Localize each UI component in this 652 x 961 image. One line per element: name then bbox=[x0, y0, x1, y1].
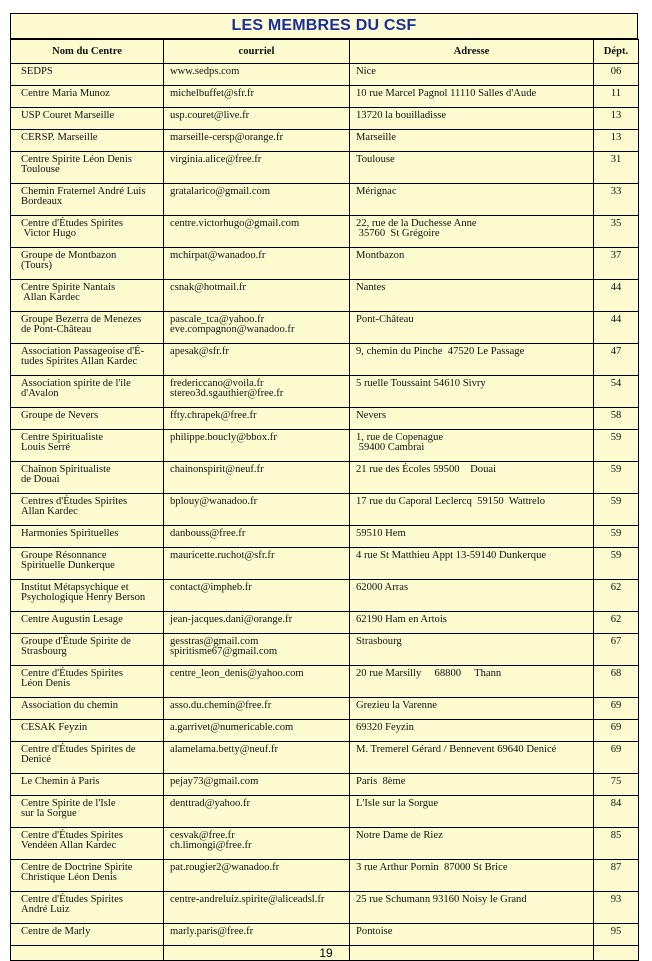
address-cell bbox=[350, 184, 594, 216]
address-cell bbox=[350, 130, 594, 152]
centre-name-cell-line: Centre Spiritualiste bbox=[21, 432, 104, 443]
address-cell-line: L'Isle sur la Sorgue bbox=[356, 798, 439, 809]
centre-name-cell-line: Spirituelle Dunkerque bbox=[21, 560, 115, 571]
centre-name-cell-line: Chemin Fraternel André Luis bbox=[21, 186, 146, 197]
email-cell bbox=[164, 526, 350, 548]
email-cell bbox=[164, 494, 350, 526]
centre-name-cell-line: Centre d'Études Spirites bbox=[21, 668, 123, 679]
centre-name-cell-line: Groupe de Nevers bbox=[21, 410, 99, 421]
centre-name-cell bbox=[11, 86, 164, 108]
email-cell-line: asso.du.chemin@free.fr bbox=[170, 700, 272, 711]
address-cell bbox=[350, 344, 594, 376]
email-cell-line: pejay73@gmail.com bbox=[170, 776, 259, 787]
address-cell bbox=[350, 742, 594, 774]
email-cell-line: centre-andreluiz.spirite@aliceadsl.fr bbox=[170, 894, 325, 905]
table-row bbox=[11, 280, 639, 312]
centre-name-cell bbox=[11, 64, 164, 86]
dept-cell: 67 bbox=[594, 634, 639, 666]
centre-name-cell-line: Vendéen Allan Kardec bbox=[21, 840, 117, 851]
centre-name-cell-line: Institut Métapsychique et bbox=[21, 582, 129, 593]
centre-name-cell-line: Association spirite de l'ile bbox=[21, 378, 131, 389]
email-cell bbox=[164, 924, 350, 946]
dept-cell: 47 bbox=[594, 344, 639, 376]
page-title: LES MEMBRES DU CSF bbox=[10, 13, 638, 39]
email-cell-line: jean-jacques.dani@orange.fr bbox=[170, 614, 293, 625]
address-cell bbox=[350, 280, 594, 312]
email-cell-line: danbouss@free.fr bbox=[170, 528, 246, 539]
dept-cell: 13 bbox=[594, 108, 639, 130]
centre-name-cell-line: Victor Hugo bbox=[21, 228, 77, 239]
centre-name-cell-line: Allan Kardec bbox=[21, 292, 80, 303]
address-cell-line: 62190 Ham en Artois bbox=[356, 614, 447, 625]
centre-name-cell-line: Denicé bbox=[21, 754, 51, 765]
table-row bbox=[11, 408, 639, 430]
address-cell bbox=[350, 720, 594, 742]
address-cell bbox=[350, 462, 594, 494]
centre-name-cell-line: Groupe d'Étude Spirite de bbox=[21, 636, 131, 647]
centre-name-cell bbox=[11, 720, 164, 742]
centre-name-cell bbox=[11, 892, 164, 924]
address-cell-line: Mérignac bbox=[356, 186, 397, 197]
dept-cell: 37 bbox=[594, 248, 639, 280]
centre-name-cell-line: Centre de Doctrine Spirite bbox=[21, 862, 133, 873]
email-cell-line: www.sedps.com bbox=[170, 66, 240, 77]
email-cell-line: ch.limongi@free.fr bbox=[170, 840, 252, 851]
column-header-email: courriel bbox=[164, 40, 350, 64]
dept-cell: 62 bbox=[594, 580, 639, 612]
address-cell bbox=[350, 526, 594, 548]
centre-name-cell-line: Centre Augustin Lesage bbox=[21, 614, 123, 625]
email-cell-line: usp.couret@live.fr bbox=[170, 110, 250, 121]
address-cell-line: 20 rue Marsilly 68800 Thann bbox=[356, 668, 502, 679]
dept-cell: 59 bbox=[594, 462, 639, 494]
address-cell bbox=[350, 494, 594, 526]
centre-name-cell-line: Bordeaux bbox=[21, 196, 63, 207]
email-cell bbox=[164, 130, 350, 152]
address-cell bbox=[350, 152, 594, 184]
table-row bbox=[11, 64, 639, 86]
centre-name-cell bbox=[11, 344, 164, 376]
table-row bbox=[11, 108, 639, 130]
address-cell-line: Notre Dame de Riez bbox=[356, 830, 443, 841]
table-row bbox=[11, 796, 639, 828]
email-cell bbox=[164, 64, 350, 86]
dept-cell: 59 bbox=[594, 526, 639, 548]
table-row bbox=[11, 720, 639, 742]
centre-name-cell-line: Léon Denis bbox=[21, 678, 71, 689]
centre-name-cell-line: André Luiz bbox=[21, 904, 70, 915]
table-row bbox=[11, 612, 639, 634]
email-cell-line: eve.compagnon@wanadoo.fr bbox=[170, 324, 295, 335]
address-cell-line: Nevers bbox=[356, 410, 387, 421]
address-cell bbox=[350, 698, 594, 720]
centre-name-cell bbox=[11, 152, 164, 184]
centre-name-cell-line: Centres d'Études Spirites bbox=[21, 496, 128, 507]
dept-cell: 87 bbox=[594, 860, 639, 892]
email-cell-line: contact@impheb.fr bbox=[170, 582, 252, 593]
address-cell bbox=[350, 216, 594, 248]
table-header-row bbox=[11, 40, 639, 64]
address-cell-line: Marseille bbox=[356, 132, 397, 143]
email-cell-line: marseille-cersp@orange.fr bbox=[170, 132, 283, 143]
email-cell bbox=[164, 376, 350, 408]
table-row bbox=[11, 526, 639, 548]
email-cell-line: ffty.chrapek@free.fr bbox=[170, 410, 257, 421]
centre-name-cell bbox=[11, 216, 164, 248]
email-cell-line: virginia.alice@free.fr bbox=[170, 154, 262, 165]
email-cell bbox=[164, 698, 350, 720]
table-row bbox=[11, 860, 639, 892]
table-row bbox=[11, 312, 639, 344]
email-cell-line: centre.victorhugo@gmail.com bbox=[170, 218, 300, 229]
centre-name-cell-line: Centre d'Études Spirites bbox=[21, 894, 123, 905]
centre-name-cell-line: Association du chemin bbox=[21, 700, 119, 711]
centre-name-cell-line: Centre d'Études Spirites bbox=[21, 830, 123, 841]
dept-cell: 59 bbox=[594, 430, 639, 462]
address-cell bbox=[350, 64, 594, 86]
centre-name-cell bbox=[11, 408, 164, 430]
address-cell-line: 3 rue Arthur Pornin 87000 St Brice bbox=[356, 862, 508, 873]
centre-name-cell bbox=[11, 828, 164, 860]
email-cell bbox=[164, 248, 350, 280]
dept-cell: 75 bbox=[594, 774, 639, 796]
email-cell bbox=[164, 344, 350, 376]
table-row bbox=[11, 184, 639, 216]
centre-name-cell-line: Chaînon Spiritualiste bbox=[21, 464, 111, 475]
centre-name-cell bbox=[11, 580, 164, 612]
email-cell-line: fredericcano@voila.fr bbox=[170, 378, 264, 389]
address-cell-line: Nice bbox=[356, 66, 376, 77]
email-cell-line: pat.rougier2@wanadoo.fr bbox=[170, 862, 280, 873]
centre-name-cell-line: de Douai bbox=[21, 474, 60, 485]
dept-cell: 13 bbox=[594, 130, 639, 152]
email-cell-line: pascale_tca@yahoo.fr bbox=[170, 314, 265, 325]
centre-name-cell-line: CESAK Feyzin bbox=[21, 722, 88, 733]
dept-cell: 59 bbox=[594, 548, 639, 580]
dept-cell: 84 bbox=[594, 796, 639, 828]
dept-cell: 58 bbox=[594, 408, 639, 430]
column-header-name: Nom du Centre bbox=[11, 40, 164, 64]
centre-name-cell-line: Le Chemin à Paris bbox=[21, 776, 100, 787]
centre-name-cell-line: Toulouse bbox=[21, 164, 60, 175]
centre-name-cell bbox=[11, 698, 164, 720]
centre-name-cell-line: Centre d'Études Spirites de bbox=[21, 744, 136, 755]
centre-name-cell-line: Centre Spirite de l'Isle bbox=[21, 798, 116, 809]
centre-name-cell-line: tudes Spirites Allan Kardec bbox=[21, 356, 138, 367]
email-cell bbox=[164, 86, 350, 108]
dept-cell: 31 bbox=[594, 152, 639, 184]
address-cell bbox=[350, 580, 594, 612]
email-cell-line: denttrad@yahoo.fr bbox=[170, 798, 251, 809]
centre-name-cell bbox=[11, 860, 164, 892]
address-cell-line: Grezieu la Varenne bbox=[356, 700, 437, 711]
centre-name-cell-line: Centre Maria Munoz bbox=[21, 88, 110, 99]
address-cell-line: 1, rue de Copenague bbox=[356, 432, 444, 443]
centre-name-cell-line: Groupe de Montbazon bbox=[21, 250, 117, 261]
centre-name-cell bbox=[11, 526, 164, 548]
address-cell-line: Pont-Château bbox=[356, 314, 414, 325]
email-cell-line: mauricette.ruchot@sfr.fr bbox=[170, 550, 275, 561]
dept-cell: 69 bbox=[594, 698, 639, 720]
centre-name-cell-line: Centre d'Études Spirites bbox=[21, 218, 123, 229]
centre-name-cell-line: USP Couret Marseille bbox=[21, 110, 115, 121]
address-cell-line: Paris 8ème bbox=[356, 776, 406, 787]
centre-name-cell-line: (Tours) bbox=[21, 260, 53, 271]
centre-name-cell-line: Christique Léon Denis bbox=[21, 872, 117, 883]
address-cell bbox=[350, 376, 594, 408]
centre-name-cell bbox=[11, 280, 164, 312]
dept-cell: 69 bbox=[594, 720, 639, 742]
address-cell-line: 59400 Cambrai bbox=[356, 442, 425, 453]
email-cell bbox=[164, 796, 350, 828]
table-row bbox=[11, 152, 639, 184]
members-table bbox=[10, 39, 639, 961]
dept-cell: 44 bbox=[594, 312, 639, 344]
address-cell-line: 5 ruelle Toussaint 54610 Sivry bbox=[356, 378, 486, 389]
address-cell bbox=[350, 86, 594, 108]
centre-name-cell bbox=[11, 924, 164, 946]
table-row bbox=[11, 462, 639, 494]
email-cell-line: spiritisme67@gmail.com bbox=[170, 646, 278, 657]
centre-name-cell bbox=[11, 312, 164, 344]
centre-name-cell bbox=[11, 184, 164, 216]
email-cell bbox=[164, 280, 350, 312]
address-cell bbox=[350, 774, 594, 796]
centre-name-cell bbox=[11, 796, 164, 828]
email-cell-line: philippe.boucly@bbox.fr bbox=[170, 432, 277, 443]
dept-cell: 54 bbox=[594, 376, 639, 408]
address-cell bbox=[350, 666, 594, 698]
table-row bbox=[11, 892, 639, 924]
dept-cell: 44 bbox=[594, 280, 639, 312]
centre-name-cell bbox=[11, 248, 164, 280]
dept-cell: 62 bbox=[594, 612, 639, 634]
address-cell bbox=[350, 548, 594, 580]
table-row bbox=[11, 698, 639, 720]
centre-name-cell bbox=[11, 376, 164, 408]
email-cell-line: stereo3d.sgauthier@free.fr bbox=[170, 388, 284, 399]
address-cell-line: Nantes bbox=[356, 282, 386, 293]
dept-cell: 59 bbox=[594, 494, 639, 526]
email-cell-line: csnak@hotmail.fr bbox=[170, 282, 246, 293]
email-cell-line: bplouy@wanadoo.fr bbox=[170, 496, 258, 507]
centre-name-cell-line: de Pont-Château bbox=[21, 324, 92, 335]
dept-cell: 69 bbox=[594, 742, 639, 774]
address-cell-line: 35760 St Grégoire bbox=[356, 228, 440, 239]
email-cell bbox=[164, 408, 350, 430]
email-cell-line: gratalarico@gmail.com bbox=[170, 186, 271, 197]
dept-cell: 33 bbox=[594, 184, 639, 216]
email-cell bbox=[164, 720, 350, 742]
table-row bbox=[11, 774, 639, 796]
address-cell-line: M. Tremerel Gérard / Bennevent 69640 Denicé bbox=[356, 744, 557, 755]
address-cell bbox=[350, 924, 594, 946]
email-cell bbox=[164, 860, 350, 892]
address-cell-line: 59510 Hem bbox=[356, 528, 406, 539]
dept-cell: 85 bbox=[594, 828, 639, 860]
centre-name-cell-line: d'Avalon bbox=[21, 388, 59, 399]
address-cell bbox=[350, 634, 594, 666]
address-cell-line: 21 rue des Écoles 59500 Douai bbox=[356, 464, 497, 475]
address-cell-line: 4 rue St Matthieu Appt 13-59140 Dunkerque bbox=[356, 550, 547, 561]
column-header-address: Adresse bbox=[350, 40, 594, 64]
address-cell-line: Montbazon bbox=[356, 250, 405, 261]
centre-name-cell-line: Association Passageoise d'É- bbox=[21, 346, 145, 357]
centre-name-cell bbox=[11, 494, 164, 526]
address-cell-line: 69320 Feyzin bbox=[356, 722, 414, 733]
email-cell bbox=[164, 580, 350, 612]
address-cell-line: 10 rue Marcel Pagnol 11110 Salles d'Aude bbox=[356, 88, 537, 99]
table-row bbox=[11, 828, 639, 860]
table-row bbox=[11, 344, 639, 376]
table-row bbox=[11, 130, 639, 152]
email-cell bbox=[164, 612, 350, 634]
email-cell bbox=[164, 892, 350, 924]
address-cell bbox=[350, 108, 594, 130]
email-cell bbox=[164, 742, 350, 774]
address-cell-line: Toulouse bbox=[356, 154, 395, 165]
centre-name-cell bbox=[11, 462, 164, 494]
centre-name-cell bbox=[11, 634, 164, 666]
address-cell bbox=[350, 892, 594, 924]
address-cell-line: 62000 Arras bbox=[356, 582, 409, 593]
table-row bbox=[11, 924, 639, 946]
centre-name-cell-line: sur la Sorgue bbox=[21, 808, 77, 819]
email-cell bbox=[164, 430, 350, 462]
email-cell bbox=[164, 312, 350, 344]
centre-name-cell bbox=[11, 774, 164, 796]
table-row bbox=[11, 666, 639, 698]
email-cell bbox=[164, 634, 350, 666]
centre-name-cell bbox=[11, 108, 164, 130]
table-row bbox=[11, 248, 639, 280]
email-cell bbox=[164, 548, 350, 580]
address-cell bbox=[350, 312, 594, 344]
dept-cell: 95 bbox=[594, 924, 639, 946]
email-cell bbox=[164, 152, 350, 184]
address-cell-line: 25 rue Schumann 93160 Noisy le Grand bbox=[356, 894, 527, 905]
email-cell bbox=[164, 184, 350, 216]
email-cell bbox=[164, 828, 350, 860]
email-cell-line: a.garrivet@numericable.com bbox=[170, 722, 294, 733]
address-cell bbox=[350, 860, 594, 892]
table-row bbox=[11, 86, 639, 108]
address-cell bbox=[350, 408, 594, 430]
address-cell-line: 13720 la bouilladisse bbox=[356, 110, 447, 121]
centre-name-cell-line: Harmonies Spirituelles bbox=[21, 528, 119, 539]
table-row bbox=[11, 494, 639, 526]
address-cell bbox=[350, 828, 594, 860]
column-header-dept: Dépt. bbox=[594, 40, 639, 64]
centre-name-cell-line: Psychologique Henry Berson bbox=[21, 592, 146, 603]
dept-cell: 93 bbox=[594, 892, 639, 924]
address-cell-line: Strasbourg bbox=[356, 636, 402, 647]
email-cell-line: marly.paris@free.fr bbox=[170, 926, 254, 937]
centre-name-cell bbox=[11, 742, 164, 774]
centre-name-cell-line: SEDPS bbox=[21, 66, 53, 77]
email-cell-line: centre_leon_denis@yahoo.com bbox=[170, 668, 304, 679]
centre-name-cell-line: Centre de Marly bbox=[21, 926, 91, 937]
dept-cell: 06 bbox=[594, 64, 639, 86]
address-cell-line: 17 rue du Caporal Leclercq 59150 Wattrelo bbox=[356, 496, 545, 507]
address-cell bbox=[350, 430, 594, 462]
email-cell-line: gesstras@gmail.com bbox=[170, 636, 259, 647]
address-cell bbox=[350, 612, 594, 634]
email-cell bbox=[164, 216, 350, 248]
dept-cell: 35 bbox=[594, 216, 639, 248]
address-cell bbox=[350, 796, 594, 828]
email-cell bbox=[164, 774, 350, 796]
table-row bbox=[11, 634, 639, 666]
address-cell-line: 22, rue de la Duchesse Anne bbox=[356, 218, 477, 229]
centre-name-cell bbox=[11, 666, 164, 698]
email-cell-line: cesvak@free.fr bbox=[170, 830, 235, 841]
centre-name-cell bbox=[11, 130, 164, 152]
centre-name-cell-line: Allan Kardec bbox=[21, 506, 78, 517]
table-row bbox=[11, 742, 639, 774]
centre-name-cell bbox=[11, 430, 164, 462]
table-row bbox=[11, 216, 639, 248]
email-cell-line: mchirpat@wanadoo.fr bbox=[170, 250, 266, 261]
email-cell bbox=[164, 108, 350, 130]
centre-name-cell bbox=[11, 612, 164, 634]
table-row bbox=[11, 430, 639, 462]
page-number: 19 bbox=[319, 946, 333, 960]
centre-name-cell-line: Centre Spirite Léon Denis bbox=[21, 154, 132, 165]
email-cell-line: apesak@sfr.fr bbox=[170, 346, 229, 357]
centre-name-cell bbox=[11, 548, 164, 580]
address-cell-line: 9, chemin du Pinche 47520 Le Passage bbox=[356, 346, 525, 357]
centre-name-cell-line: Centre Spirite Nantais bbox=[21, 282, 116, 293]
address-cell bbox=[350, 248, 594, 280]
email-cell bbox=[164, 462, 350, 494]
table-row bbox=[11, 548, 639, 580]
centre-name-cell-line: Groupe Bezerra de Menezes bbox=[21, 314, 142, 325]
centre-name-cell-line: Groupe Résonnance bbox=[21, 550, 107, 561]
email-cell bbox=[164, 666, 350, 698]
email-cell-line: chainonspirit@neuf.fr bbox=[170, 464, 264, 475]
centre-name-cell-line: Louis Serré bbox=[21, 442, 71, 453]
table-row bbox=[11, 580, 639, 612]
dept-cell: 68 bbox=[594, 666, 639, 698]
email-cell-line: alamelama.betty@neuf.fr bbox=[170, 744, 278, 755]
address-cell-line: Pontoise bbox=[356, 926, 393, 937]
centre-name-cell-line: CERSP. Marseille bbox=[21, 132, 98, 143]
table-row bbox=[11, 376, 639, 408]
dept-cell: 11 bbox=[594, 86, 639, 108]
email-cell-line: michelbuffet@sfr.fr bbox=[170, 88, 254, 99]
centre-name-cell-line: Strasbourg bbox=[21, 646, 67, 657]
